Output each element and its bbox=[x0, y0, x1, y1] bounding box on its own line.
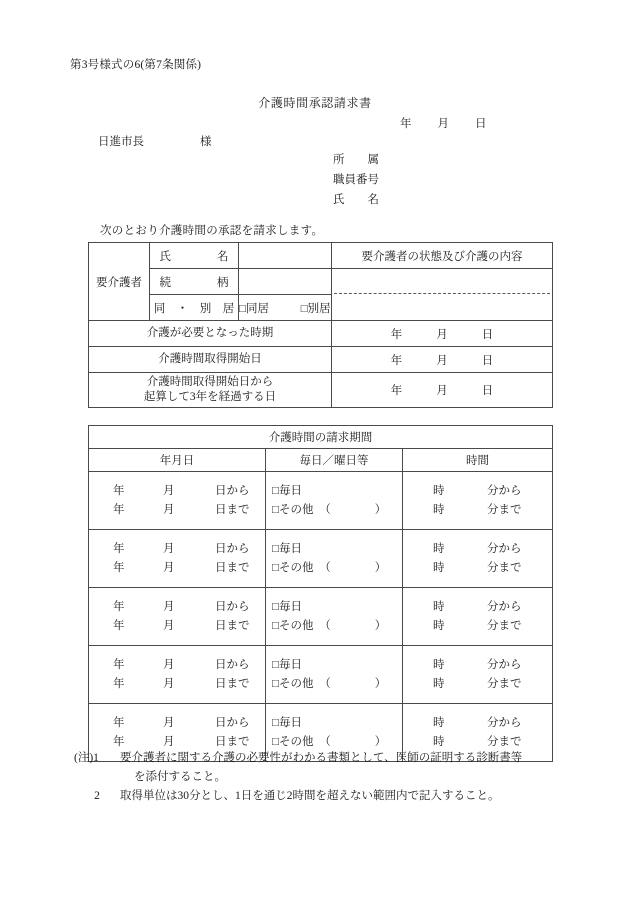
table-row bbox=[89, 373, 553, 408]
table-row bbox=[89, 472, 553, 530]
footnote-number-1: 1 bbox=[93, 752, 99, 764]
year-label: 年 bbox=[390, 385, 403, 397]
period-date-from: 年 月 日から bbox=[113, 543, 250, 555]
request-period-rows bbox=[89, 472, 553, 762]
period-time-to: 時 分まで bbox=[433, 678, 522, 690]
period-date-from: 年 月 日から bbox=[113, 659, 250, 671]
column-header-date: 年月日 bbox=[89, 449, 266, 472]
care-start-period-input[interactable] bbox=[332, 321, 553, 347]
footnote-label: (注) bbox=[74, 752, 94, 764]
care-recipient-name-input[interactable] bbox=[239, 243, 332, 269]
period-date-to: 年 月 日まで bbox=[113, 678, 250, 690]
care-recipient-residence-label: 同 ・ 別 居 bbox=[150, 295, 239, 321]
footnote-2-line1: 取得単位は30分とし、1日を通じ2時間を超えない範囲内で記入すること。 bbox=[120, 790, 500, 802]
footnote-marker-1 bbox=[74, 749, 120, 768]
period-date-to: 年 月 日まで bbox=[113, 562, 250, 574]
table-care-recipient bbox=[88, 242, 553, 408]
day-label: 日 bbox=[481, 354, 494, 367]
three-year-expiry-input[interactable] bbox=[332, 373, 553, 408]
checkbox-other[interactable]: □その他 （ ） bbox=[272, 562, 387, 574]
table-row bbox=[89, 347, 553, 373]
period-date-cell[interactable] bbox=[89, 588, 266, 646]
period-date-from: 年 月 日から bbox=[113, 601, 250, 613]
acquisition-start-date-input[interactable] bbox=[332, 347, 553, 373]
table-row bbox=[89, 588, 553, 646]
period-date-to: 年 月 日まで bbox=[113, 736, 250, 748]
period-date-to: 年 月 日まで bbox=[113, 504, 250, 516]
checkbox-daily[interactable]: □毎日 bbox=[272, 485, 302, 497]
period-date-from: 年 月 日から bbox=[113, 485, 250, 497]
day-label: 日 bbox=[481, 328, 494, 341]
checkbox-daily[interactable]: □毎日 bbox=[272, 659, 302, 671]
care-recipient-name-label: 氏 名 bbox=[150, 243, 239, 269]
period-time-from: 時 分から bbox=[433, 659, 522, 671]
care-recipient-relationship-label: 続 柄 bbox=[150, 269, 239, 295]
checkbox-same-residence[interactable]: □同居 bbox=[239, 302, 269, 315]
period-time-from: 時 分から bbox=[433, 717, 522, 729]
document-title: 介護時間承認請求書 bbox=[258, 96, 372, 110]
date-year-label: 年 bbox=[400, 118, 412, 130]
year-label: 年 bbox=[390, 354, 403, 367]
addressee-honorific: 様 bbox=[200, 136, 212, 148]
table-row bbox=[89, 243, 553, 269]
date-month-label: 月 bbox=[437, 118, 449, 130]
year-label: 年 bbox=[390, 328, 403, 341]
three-year-expiry-label-line2: 起算して3年を経過する日 bbox=[143, 391, 277, 403]
period-date-to: 年 月 日まで bbox=[113, 620, 250, 632]
condition-column-header: 要介護者の状態及び介護の内容 bbox=[332, 243, 553, 269]
period-date-cell[interactable] bbox=[89, 530, 266, 588]
period-time-cell[interactable] bbox=[403, 530, 553, 588]
three-year-expiry-label-line1: 介護時間取得開始日から bbox=[146, 376, 274, 388]
footnote-1-line2: を添付すること。 bbox=[134, 771, 226, 783]
period-time-to: 時 分まで bbox=[433, 504, 522, 516]
period-time-to: 時 分まで bbox=[433, 620, 522, 632]
checkbox-daily[interactable]: □毎日 bbox=[272, 601, 302, 613]
applicant-field-employee-number: 職員番号 bbox=[333, 174, 379, 186]
checkbox-other[interactable]: □その他 （ ） bbox=[272, 736, 387, 748]
care-recipient-relationship-input[interactable] bbox=[239, 269, 332, 295]
table-row bbox=[89, 426, 553, 449]
month-label: 月 bbox=[436, 354, 448, 367]
three-year-expiry-label bbox=[89, 373, 332, 408]
submission-date-line bbox=[400, 115, 550, 131]
applicant-field-department: 所 属 bbox=[333, 154, 379, 166]
day-label: 日 bbox=[481, 385, 494, 397]
column-header-time: 時間 bbox=[403, 449, 553, 472]
checkbox-separate-residence[interactable]: □別居 bbox=[300, 302, 331, 315]
intro-sentence: 次のとおり介護時間の承認を請求します。 bbox=[100, 225, 324, 237]
dashed-divider bbox=[334, 293, 550, 294]
footnote-1-line1: 要介護者に関する介護の必要性がわかる書類として、医師の証明する診断書等 bbox=[120, 752, 523, 764]
period-time-to: 時 分まで bbox=[433, 736, 522, 748]
footnote-item bbox=[74, 749, 574, 768]
period-date-from: 年 月 日から bbox=[113, 717, 250, 729]
footnote-item bbox=[74, 787, 574, 806]
table-row bbox=[89, 321, 553, 347]
table-row bbox=[89, 449, 553, 472]
period-frequency-cell[interactable] bbox=[266, 472, 403, 530]
month-label: 月 bbox=[436, 385, 448, 397]
footnote-number-2: 2 bbox=[94, 790, 100, 802]
period-frequency-cell[interactable] bbox=[266, 646, 403, 704]
form-number: 第3号様式の6(第7条関係) bbox=[70, 59, 202, 71]
acquisition-start-date-label: 介護時間取得開始日 bbox=[89, 347, 332, 373]
table-row bbox=[89, 269, 553, 295]
addressee bbox=[98, 133, 212, 149]
condition-content-input[interactable] bbox=[332, 269, 553, 321]
period-time-from: 時 分から bbox=[433, 485, 522, 497]
period-time-to: 時 分まで bbox=[433, 562, 522, 574]
period-time-from: 時 分から bbox=[433, 601, 522, 613]
period-time-from: 時 分から bbox=[433, 543, 522, 555]
period-time-cell[interactable] bbox=[403, 472, 553, 530]
column-header-frequency: 毎日／曜日等 bbox=[266, 449, 403, 472]
checkbox-other[interactable]: □その他 （ ） bbox=[272, 678, 387, 690]
period-time-cell[interactable] bbox=[403, 646, 553, 704]
checkbox-other[interactable]: □その他 （ ） bbox=[272, 504, 387, 516]
checkbox-other[interactable]: □その他 （ ） bbox=[272, 620, 387, 632]
period-frequency-cell[interactable] bbox=[266, 530, 403, 588]
table-row bbox=[89, 530, 553, 588]
table-request-period bbox=[88, 425, 553, 762]
care-recipient-row-label: 要介護者 bbox=[89, 243, 150, 321]
applicant-field-name: 氏 名 bbox=[333, 194, 379, 206]
request-period-title: 介護時間の請求期間 bbox=[89, 426, 553, 449]
table-row bbox=[89, 646, 553, 704]
date-day-label: 日 bbox=[475, 118, 487, 130]
care-recipient-residence-options[interactable] bbox=[239, 295, 332, 321]
checkbox-daily[interactable]: □毎日 bbox=[272, 717, 302, 729]
addressee-name: 日進市長 bbox=[98, 136, 144, 148]
period-frequency-cell[interactable] bbox=[266, 588, 403, 646]
period-date-cell[interactable] bbox=[89, 646, 266, 704]
care-start-period-label: 介護が必要となった時期 bbox=[89, 321, 332, 347]
month-label: 月 bbox=[436, 328, 448, 341]
period-date-cell[interactable] bbox=[89, 472, 266, 530]
applicant-info-block bbox=[333, 150, 379, 210]
period-time-cell[interactable] bbox=[403, 588, 553, 646]
checkbox-daily[interactable]: □毎日 bbox=[272, 543, 302, 555]
footnotes bbox=[74, 749, 574, 806]
